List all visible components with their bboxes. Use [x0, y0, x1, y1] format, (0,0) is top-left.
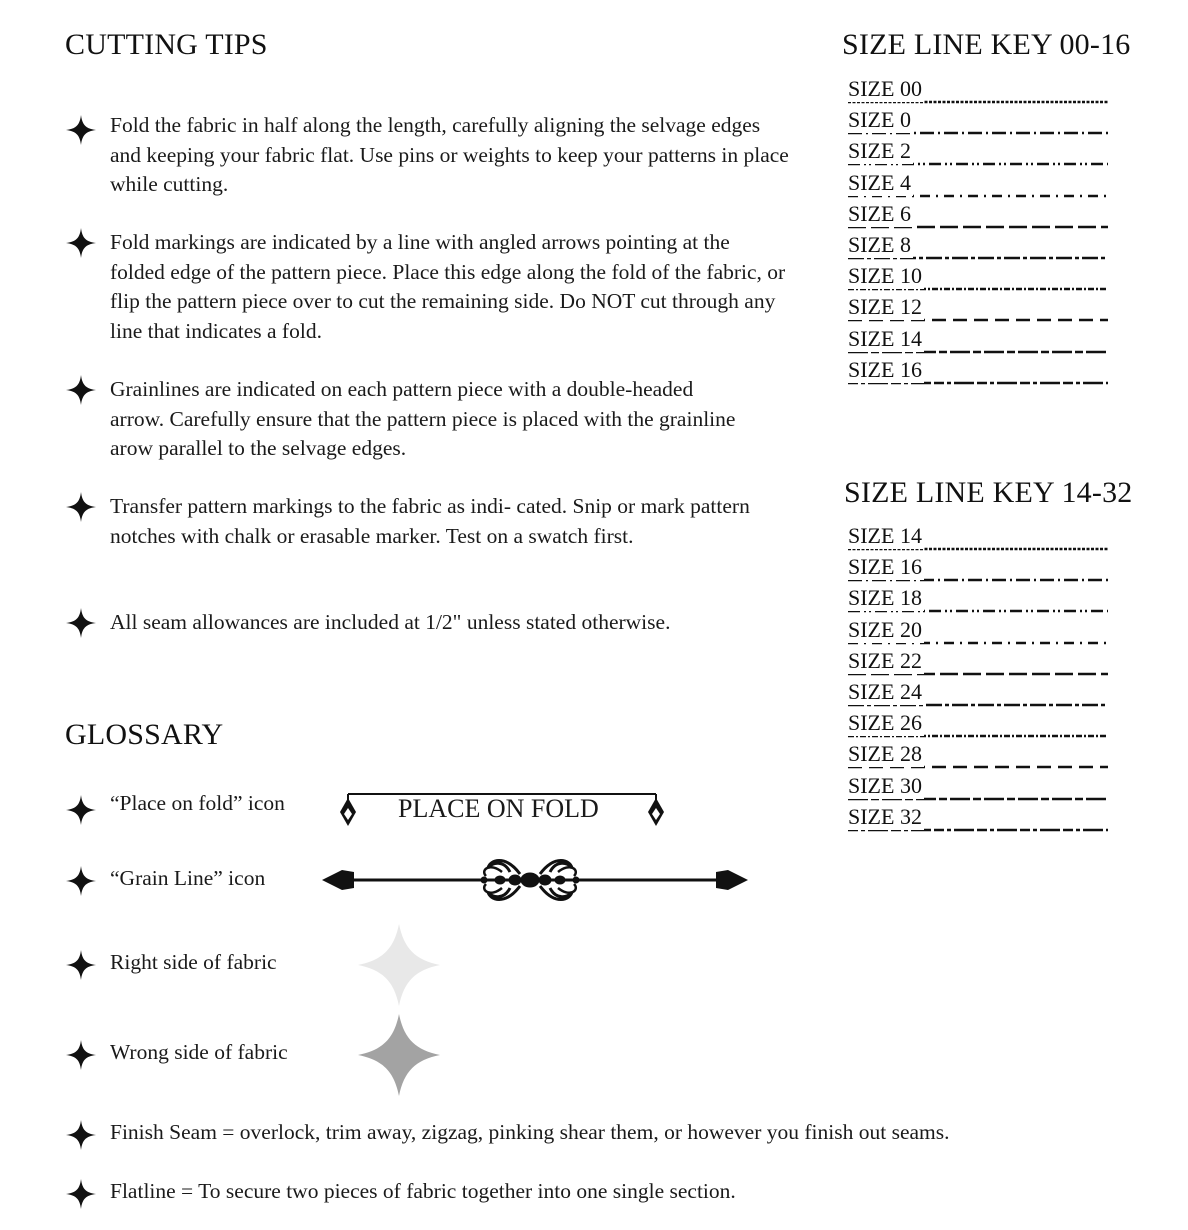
size-label: SIZE 4	[848, 169, 911, 195]
size-line-row	[848, 326, 1110, 356]
finish-seam-definition: Finish Seam = overlock, trim away, zigzag, pinking shear them, or however you finish out seams.	[110, 1120, 950, 1144]
star-bullet-icon	[66, 608, 96, 638]
size-line-row	[848, 76, 1110, 106]
star-bullet-icon	[66, 228, 96, 258]
place-on-fold-text: PLACE ON FOLD	[398, 794, 599, 823]
star-bullet-icon	[66, 1040, 96, 1070]
size-line-row	[848, 679, 1110, 709]
size-line-row	[848, 138, 1110, 168]
size-key-2-heading: SIZE LINE KEY 14-32	[844, 476, 1133, 509]
star-bullet-icon	[66, 950, 96, 980]
size-line-row	[848, 804, 1110, 834]
size-line-row	[848, 741, 1110, 771]
size-label: SIZE 0	[848, 107, 911, 133]
size-line-row	[848, 357, 1110, 387]
cutting-tip-3: Grainlines are indicated on each pattern piece with a double-headed arrow. Carefully ensure that the pattern piece is placed with the grainline arow parallel to the selvage edges.	[110, 377, 736, 460]
flatline-definition: Flatline = To secure two pieces of fabric together into one single section.	[110, 1179, 736, 1203]
size-label: SIZE 8	[848, 232, 911, 257]
cutting-tips-heading: CUTTING TIPS	[65, 28, 268, 61]
size-label: SIZE 26	[848, 710, 922, 736]
size-line-row	[848, 773, 1110, 803]
size-label: SIZE 16	[848, 554, 922, 580]
size-line-row	[848, 523, 1110, 553]
size-line-row	[848, 263, 1110, 293]
wrong-side-fabric-icon	[358, 1014, 440, 1096]
star-bullet-icon	[66, 866, 96, 896]
size-label: SIZE 18	[848, 585, 922, 611]
size-line-row	[848, 648, 1110, 678]
size-line-row	[848, 232, 1110, 262]
size-label: SIZE 14	[848, 325, 922, 351]
star-bullet-icon	[66, 1179, 96, 1209]
size-line-row	[848, 170, 1110, 200]
cutting-tip-2: Fold markings are indicated by a line with angled arrows pointing at the folded edge of the pattern piece. Place this edge along the fold of the fabric, or flip the pattern piece over to cut the remaining side. Do NOT cut through any line that indicates a fold.	[110, 230, 786, 343]
size-line-row	[848, 107, 1110, 137]
star-bullet-icon	[66, 375, 96, 405]
cutting-tip-4: Transfer pattern markings to the fabric as indi- cated. Snip or mark pattern notches with chalk or erasable marker. Test on a swatch first.	[110, 494, 750, 548]
size-label: SIZE 24	[848, 679, 922, 704]
size-label: SIZE 32	[848, 803, 922, 829]
cutting-tip-5: All seam allowances are included at 1/2" unless stated otherwise.	[110, 610, 671, 634]
star-bullet-icon	[66, 795, 96, 825]
size-key-1-heading: SIZE LINE KEY 00-16	[842, 28, 1131, 61]
star-bullet-icon	[66, 492, 96, 522]
size-label: SIZE 20	[848, 616, 922, 642]
size-label: SIZE 6	[848, 200, 911, 226]
size-label: SIZE 14	[848, 523, 922, 548]
size-line-row	[848, 294, 1110, 324]
right-side-label: Right side of fabric	[110, 950, 277, 974]
cutting-tip-1: Fold the fabric in half along the length, carefully aligning the selvage edges and keeping your fabric flat. Use pins or weights to keep your patterns in place while cutting.	[110, 113, 789, 196]
star-bullet-icon	[66, 1120, 96, 1150]
size-label: SIZE 22	[848, 647, 922, 673]
size-line-row	[848, 554, 1110, 584]
size-line-row	[848, 617, 1110, 647]
size-label: SIZE 10	[848, 263, 922, 289]
place-on-fold-label: “Place on fold” icon	[110, 791, 285, 815]
size-label: SIZE 00	[848, 76, 922, 101]
size-line-row	[848, 201, 1110, 231]
size-label: SIZE 12	[848, 294, 922, 320]
size-line-row	[848, 710, 1110, 740]
size-label: SIZE 28	[848, 741, 922, 767]
size-label: SIZE 16	[848, 356, 922, 382]
glossary-heading: GLOSSARY	[65, 718, 224, 751]
size-label: SIZE 2	[848, 138, 911, 164]
grain-line-label: “Grain Line” icon	[110, 866, 266, 890]
wrong-side-label: Wrong side of fabric	[110, 1040, 288, 1064]
size-line-row	[848, 585, 1110, 615]
grain-line-icon	[320, 850, 750, 910]
size-label: SIZE 30	[848, 772, 922, 798]
right-side-fabric-icon	[358, 924, 440, 1006]
star-bullet-icon	[66, 115, 96, 145]
